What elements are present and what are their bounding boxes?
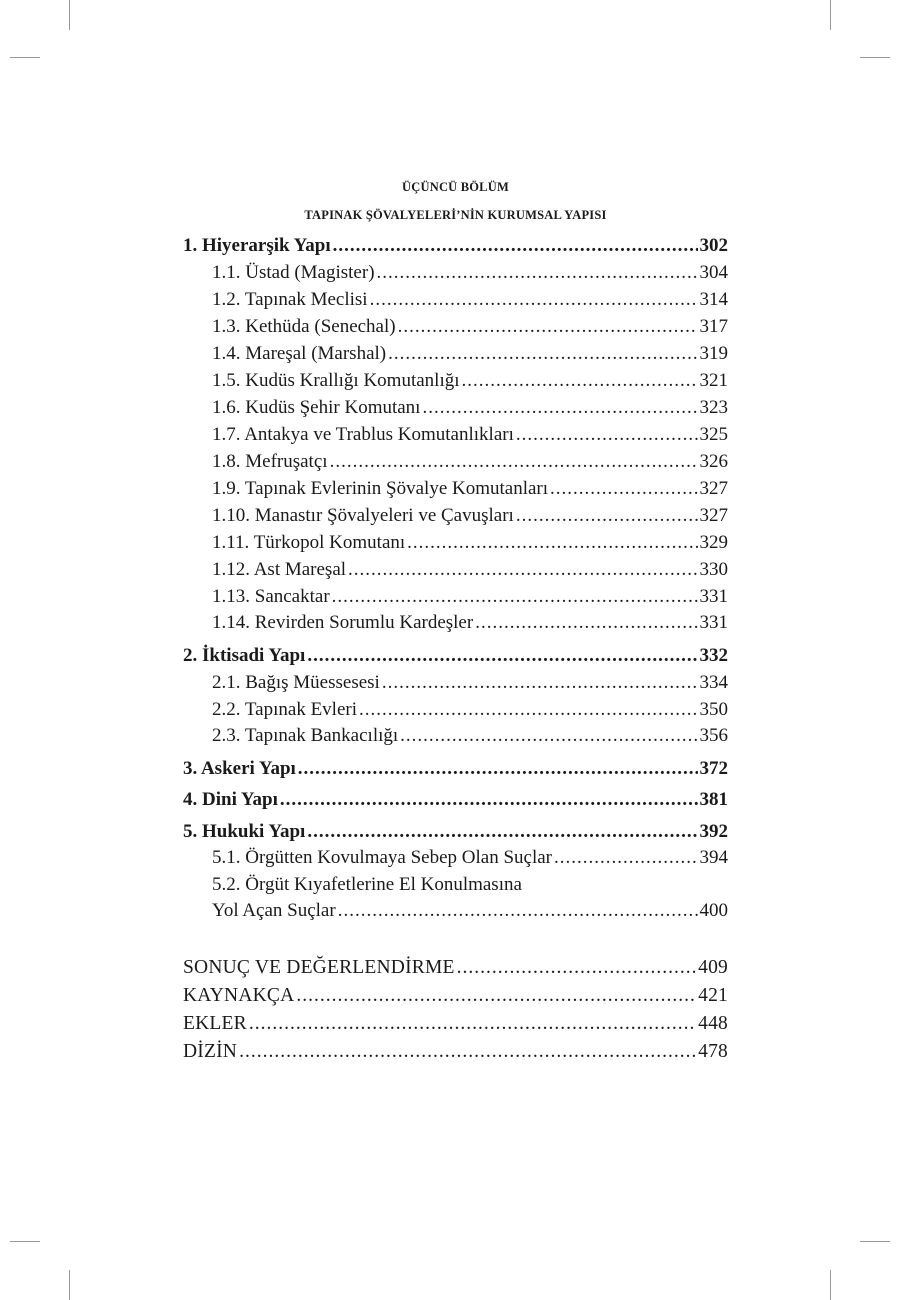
toc-entry-label: 1.3. Kethüda (Senechal)	[212, 316, 396, 337]
toc-leader-dots	[333, 233, 698, 259]
toc-leader-dots	[348, 557, 697, 583]
toc-entry-label: KAYNAKÇA	[183, 985, 295, 1006]
toc-leader-dots	[338, 898, 698, 924]
toc-leader-dots	[370, 287, 698, 313]
toc-page-number: 326	[699, 451, 728, 472]
toc-page-number: 329	[699, 532, 728, 553]
toc-page-number: 334	[699, 672, 728, 693]
toc-entry-label: 2. İktisadi Yapı	[183, 645, 306, 666]
toc-leader-dots	[400, 723, 697, 749]
toc-entry-1-10[interactable]	[212, 503, 728, 529]
toc-page-number: 421	[698, 985, 728, 1006]
crop-mark	[69, 0, 70, 30]
toc-leader-dots	[388, 341, 697, 367]
toc-leader-dots	[554, 845, 698, 871]
toc-entry-label: 4. Dini Yapı	[183, 789, 278, 810]
toc-entry-label: 1. Hiyerarşik Yapı	[183, 235, 331, 256]
toc-page-number: 317	[699, 316, 728, 337]
toc-entry-label: 1.14. Revirden Sorumlu Kardeşler	[212, 612, 474, 633]
toc-entry-5-1[interactable]	[212, 845, 728, 871]
toc-page-number: 304	[699, 262, 728, 283]
toc-page-number: 400	[699, 900, 728, 921]
crop-mark	[830, 0, 831, 30]
toc-leader-dots	[330, 449, 698, 475]
toc-page-number: 448	[698, 1013, 728, 1034]
crop-mark	[860, 1241, 890, 1242]
toc-page-number: 302	[699, 235, 728, 256]
toc-page-number: 314	[699, 289, 728, 310]
toc-page-number: 478	[698, 1041, 728, 1062]
crop-mark	[69, 1270, 70, 1300]
toc-entry-1-4[interactable]	[212, 341, 728, 367]
toc-leader-dots	[332, 584, 698, 610]
toc-entry-label: 2.2. Tapınak Evleri	[212, 699, 358, 720]
toc-page-number: 327	[699, 505, 728, 526]
toc-leader-dots	[516, 422, 698, 448]
toc-leader-dots	[307, 643, 697, 669]
toc-page-number: 392	[699, 821, 728, 842]
toc-entry-1-1[interactable]	[212, 260, 728, 286]
toc-leader-dots	[298, 756, 698, 782]
toc-entry-label: 2.3. Tapınak Bankacılığı	[212, 725, 399, 746]
crop-mark	[860, 57, 890, 58]
toc-entry-4[interactable]	[183, 787, 728, 813]
toc-entry-label: 2.1. Bağış Müessesesi	[212, 672, 380, 693]
toc-page-number: 321	[699, 370, 728, 391]
toc-page-number: 372	[699, 758, 728, 779]
toc-leader-dots	[239, 1039, 696, 1065]
toc-page-number: 325	[699, 424, 728, 445]
toc-entry-conclusion[interactable]	[183, 955, 728, 981]
toc-entry-1-2[interactable]	[212, 287, 728, 313]
toc-leader-dots	[280, 787, 698, 813]
toc-entry-appendices[interactable]	[183, 1011, 728, 1037]
toc-entry-label: 1.4. Mareşal (Marshal)	[212, 343, 387, 364]
toc-entry-1-13[interactable]	[212, 584, 728, 610]
toc-entry-label: 5.2. Örgüt Kıyafetlerine El Konulmasına	[212, 874, 522, 895]
crop-mark	[10, 1241, 40, 1242]
toc-leader-dots	[550, 476, 697, 502]
toc-entry-1-3[interactable]	[212, 314, 728, 340]
toc-leader-dots	[462, 368, 698, 394]
toc-entry-index[interactable]	[183, 1039, 728, 1065]
toc-entry-1-7[interactable]	[212, 422, 728, 448]
toc-entry-1-14[interactable]	[212, 610, 728, 636]
toc-entry-label: DİZİN	[183, 1041, 238, 1062]
toc-entry-bibliography[interactable]	[183, 983, 728, 1009]
toc-page-number: 356	[699, 725, 728, 746]
toc-entry-2-1[interactable]	[212, 670, 728, 696]
toc-page-number: 350	[699, 699, 728, 720]
toc-page-number: 409	[698, 957, 728, 978]
toc-entry-2-3[interactable]	[212, 723, 728, 749]
toc-entry-5-2[interactable]	[212, 898, 728, 924]
toc-page-number: 331	[699, 612, 728, 633]
toc-page-number: 323	[699, 397, 728, 418]
toc-entry-label: 3. Askeri Yapı	[183, 758, 296, 779]
toc-entry-1[interactable]	[183, 233, 728, 259]
toc-entry-1-8[interactable]	[212, 449, 728, 475]
toc-leader-dots	[398, 314, 698, 340]
toc-page-number: 319	[699, 343, 728, 364]
toc-entry-label: SONUÇ VE DEĞERLENDİRME	[183, 957, 455, 978]
toc-leader-dots	[377, 260, 698, 286]
toc-entry-label: 5.1. Örgütten Kovulmaya Sebep Olan Suçlar	[212, 847, 552, 868]
toc-entry-1-5[interactable]	[212, 368, 728, 394]
toc-entry-5[interactable]	[183, 819, 728, 845]
toc-entry-1-12[interactable]	[212, 557, 728, 583]
part-label: ÜÇÜNCÜ BÖLÜM	[402, 180, 509, 194]
toc-entry-label: 1.11. Türkopol Komutanı	[212, 532, 406, 553]
toc-entry-label: 1.8. Mefruşatçı	[212, 451, 328, 472]
toc-entry-2[interactable]	[183, 643, 728, 669]
toc-entry-2-2[interactable]	[212, 697, 728, 723]
toc-entry-1-11[interactable]	[212, 530, 728, 556]
toc-page-number: 381	[699, 789, 728, 810]
toc-entry-3[interactable]	[183, 756, 728, 782]
toc-entry-label: 1.12. Ast Mareşal	[212, 559, 347, 580]
toc-leader-dots	[249, 1011, 696, 1037]
crop-mark	[10, 57, 40, 58]
toc-entry-label: 1.6. Kudüs Şehir Komutanı	[212, 397, 421, 418]
toc-entry-label: EKLER	[183, 1013, 247, 1034]
toc-entry-label: 1.9. Tapınak Evlerinin Şövalye Komutanları	[212, 478, 549, 499]
crop-mark	[830, 1270, 831, 1300]
toc-page-number: 330	[699, 559, 728, 580]
toc-entry-label: 1.10. Manastır Şövalyeleri ve Çavuşları	[212, 505, 514, 526]
toc-entry-label: 1.1. Üstad (Magister)	[212, 262, 375, 283]
toc-entry-label: 1.7. Antakya ve Trablus Komutanlıkları	[212, 424, 514, 445]
toc-entry-5-2-line1[interactable]	[212, 872, 728, 898]
toc-entry-1-6[interactable]	[212, 395, 728, 421]
toc-page-number: 332	[699, 645, 728, 666]
toc-leader-dots	[382, 670, 698, 696]
part-title: TAPINAK ŞÖVALYELERİ’NİN KURUMSAL YAPISI	[304, 208, 607, 222]
toc-page-number: 327	[699, 478, 728, 499]
toc-leader-dots	[475, 610, 697, 636]
toc-entry-label: 1.13. Sancaktar	[212, 586, 330, 607]
toc-leader-dots	[296, 983, 696, 1009]
toc-leader-dots	[307, 819, 697, 845]
toc-entry-label: 5. Hukuki Yapı	[183, 821, 306, 842]
toc-leader-dots	[422, 395, 697, 421]
toc-leader-dots	[457, 955, 697, 981]
toc-page-number: 394	[699, 847, 728, 868]
toc-leader-dots	[359, 697, 697, 723]
toc-entry-label: 1.2. Tapınak Meclisi	[212, 289, 368, 310]
toc-entry-label: Yol Açan Suçlar	[212, 900, 336, 921]
toc-page-number: 331	[699, 586, 728, 607]
toc-leader-dots	[516, 503, 698, 529]
toc-entry-label: 1.5. Kudüs Krallığı Komutanlığı	[212, 370, 460, 391]
toc-entry-1-9[interactable]	[212, 476, 728, 502]
toc-leader-dots	[407, 530, 697, 556]
